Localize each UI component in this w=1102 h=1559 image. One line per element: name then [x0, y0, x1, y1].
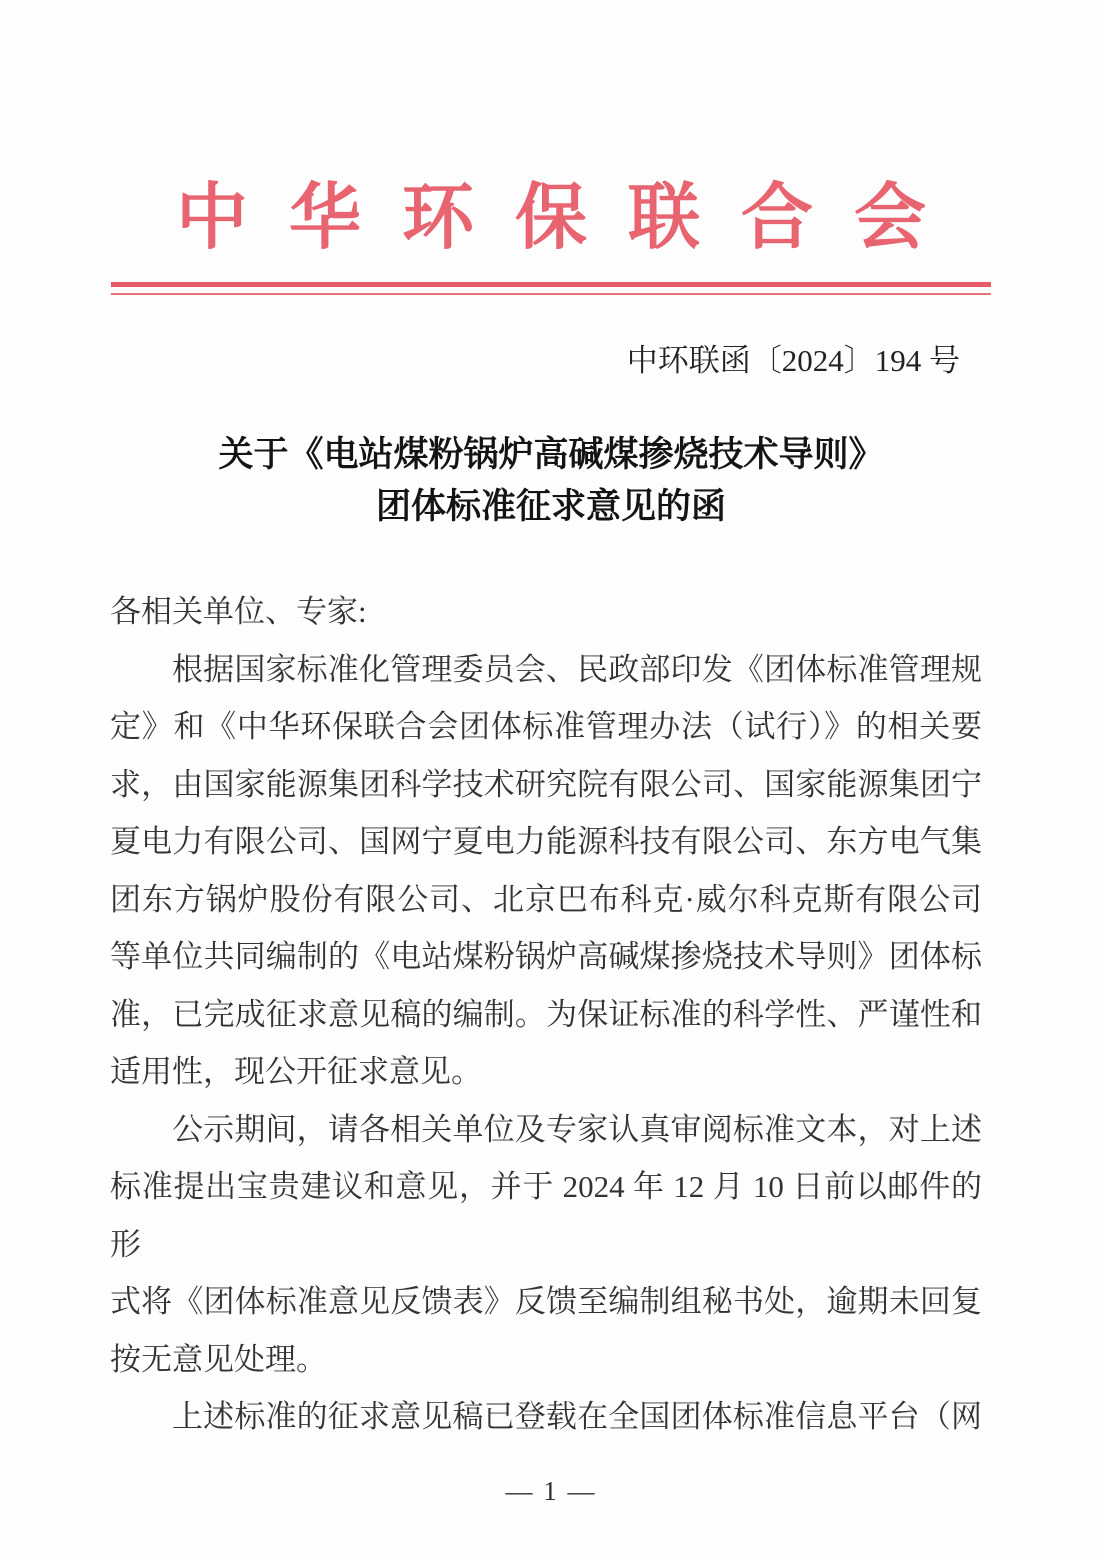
- body-line: 夏电力有限公司、国网宁夏电力能源科技有限公司、东方电气集: [110, 824, 982, 859]
- document-title-line-1: 关于《电站煤粉锅炉高碱煤掺烧技术导则》: [218, 435, 884, 474]
- body-line: 团东方锅炉股份有限公司、北京巴布科克·威尔科克斯有限公司: [110, 881, 982, 917]
- letterhead: [0, 168, 1102, 295]
- body-line: 按无意见处理。: [110, 1341, 327, 1377]
- salutation-line: 各相关单位、专家:: [110, 594, 367, 629]
- header-divider: [111, 282, 991, 295]
- body-line: 适用性，现公开征求意见。: [110, 1054, 482, 1089]
- body-line: 准，已完成征求意见稿的编制。为保证标准的科学性、严谨性和: [110, 996, 982, 1032]
- body-line: 式将《团体标准意见反馈表》反馈至编制组秘书处，逾期未回复: [110, 1284, 982, 1319]
- document-title: [0, 429, 1102, 533]
- page-number: — 1 —: [505, 1475, 597, 1506]
- document-title-line-2: 团体标准征求意见的函: [375, 487, 726, 526]
- body-text: [0, 583, 1102, 1446]
- body-line: 标准提出宝贵建议和意见，并于 2024 年 12 月 10 日前以邮件的形: [110, 1169, 982, 1262]
- body-line: 根据国家标准化管理委员会、民政部印发《团体标准管理规: [172, 651, 982, 687]
- document-number: 中环联函〔2024〕194 号: [626, 343, 960, 378]
- org-title: 中华环保联合会: [175, 178, 967, 258]
- body-line: 定》和《中华环保联合会团体标准管理办法（试行）》的相关要: [110, 709, 982, 744]
- divider-thin-rule: [111, 293, 991, 295]
- body-line: 公示期间，请各相关单位及专家认真审阅标准文本，对上述: [172, 1111, 982, 1147]
- body-line: 等单位共同编制的《电站煤粉锅炉高碱煤掺烧技术导则》团体标: [110, 939, 982, 974]
- body-line: 上述标准的征求意见稿已登载在全国团体标准信息平台（网: [172, 1399, 982, 1434]
- body-line: 求，由国家能源集团科学技术研究院有限公司、国家能源集团宁: [110, 766, 982, 802]
- divider-thick-rule: [111, 282, 991, 287]
